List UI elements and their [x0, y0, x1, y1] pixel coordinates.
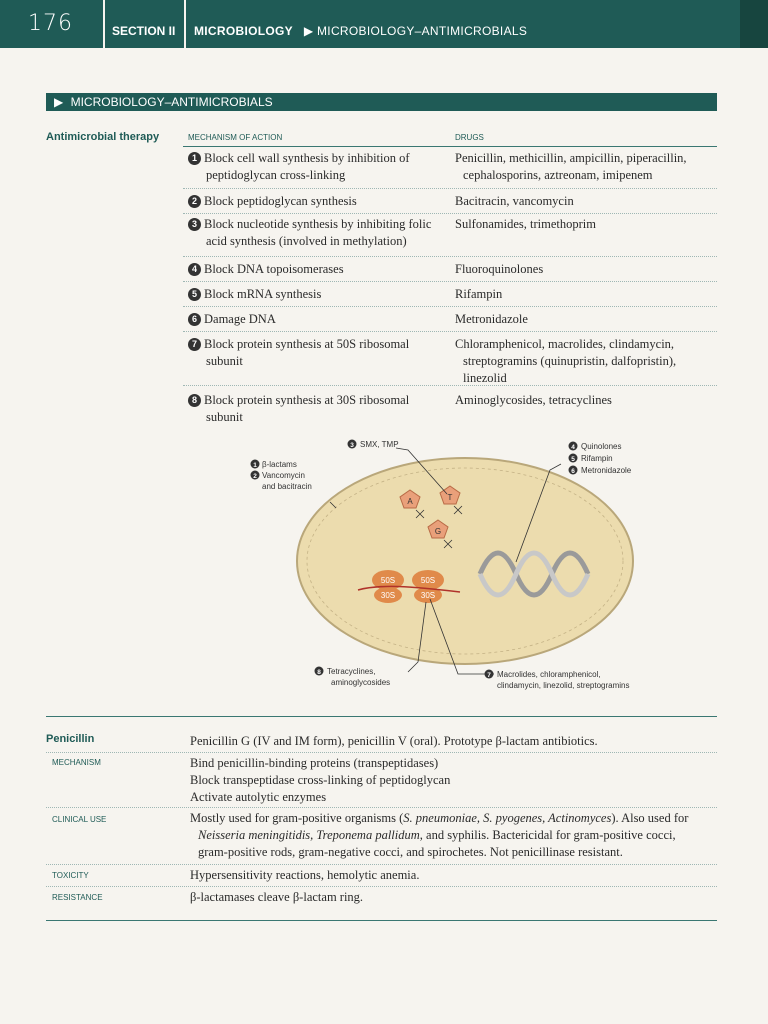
- mechanism-line: Block peptidoglycan synthesis: [204, 194, 357, 208]
- drug-line: cephalosporins, aztreonam, imipenem: [463, 168, 653, 182]
- mechanism-cell: [188, 336, 448, 370]
- row-divider: [183, 213, 717, 214]
- toxicity-text: Hypersensitivity reactions, hemolytic anemia.: [190, 868, 420, 882]
- mechanism-line: Block protein synthesis at 50S ribosomal: [204, 337, 410, 351]
- mechanism-cell: [188, 311, 448, 328]
- mechanism-line: Block protein synthesis at 30S ribosomal: [204, 393, 410, 407]
- drug-cell: [455, 392, 717, 409]
- section-label: SECTION II: [112, 24, 176, 38]
- label-quinolones: Quinolones: [581, 442, 622, 451]
- drug-line: Penicillin, methicillin, ampicillin, piperacillin,: [455, 151, 687, 165]
- mechanism-line: Block cell wall synthesis by inhibition of: [204, 151, 410, 165]
- penicillin-summary: Penicillin G (IV and IM form), penicillin V (oral). Prototype β-lactam antibiotics.: [190, 734, 598, 748]
- triangle-icon: ▶: [54, 95, 64, 109]
- col-drugs: DRUGS: [455, 133, 484, 142]
- step-number-icon: 1: [188, 152, 201, 165]
- clinical-use-text: Mostly used for gram-positive organisms (S. pneumoniae, S. pyogenes, Actinomyces). Also used for Neisseria meningitidis, Treponema pallidum, and syphilis. Bactericidal for gram-positive cocci, gram-positive rods, gram-negative cocci, and spirochetes. Not penicillinase resistant.: [190, 811, 689, 859]
- therapy-side-label: Antimicrobial therapy: [46, 131, 160, 143]
- drug-cell: [455, 336, 717, 387]
- resistance-label: RESISTANCE: [52, 893, 103, 902]
- label-tetracyclines: Tetracyclines,: [327, 667, 376, 676]
- marker-4-number: 4: [571, 444, 575, 451]
- drug-cell: [455, 286, 717, 303]
- row-divider: [183, 281, 717, 282]
- penicillin-top-rule: [46, 716, 717, 717]
- mechanism-cell: [188, 150, 448, 184]
- label-vancomycin: Vancomycin: [262, 471, 305, 480]
- step-number-icon: 3: [188, 218, 201, 231]
- drug-line: linezolid: [463, 371, 507, 385]
- breadcrumb-arrow-icon: ▶: [296, 24, 318, 38]
- breadcrumb: [194, 24, 527, 38]
- marker-5-number: 5: [571, 456, 575, 463]
- label-clindamycin: clindamycin, linezolid, streptogramins: [497, 681, 630, 690]
- svg-text:30S: 30S: [380, 591, 396, 600]
- drug-line: streptogramins (quinupristin, dalfopristin),: [463, 354, 677, 368]
- page-header: [0, 0, 768, 48]
- marker-1-number: 1: [253, 462, 257, 469]
- clinical-use-label: CLINICAL USE: [52, 815, 107, 824]
- mechanism-line: Block mRNA synthesis: [204, 287, 322, 301]
- mechanism-line-2: Block transpeptidase cross-linking of peptidoglycan: [190, 773, 451, 787]
- penicillin-bottom-rule: [46, 920, 717, 921]
- step-number-icon: 8: [188, 394, 201, 407]
- mechanism-line: Block nucleotide synthesis by inhibiting folic: [204, 217, 432, 231]
- drug-cell: [455, 261, 717, 278]
- svg-text:A: A: [407, 497, 413, 506]
- row-divider: [46, 864, 717, 865]
- label-macrolides: Macrolides, chloramphenicol,: [497, 670, 601, 679]
- page-number: 176: [28, 11, 73, 36]
- drug-cell: [455, 193, 717, 210]
- drug-cell: [455, 150, 717, 184]
- mechanism-cell: [188, 261, 448, 278]
- marker-3-number: 3: [350, 442, 354, 449]
- step-number-icon: 6: [188, 313, 201, 326]
- toxicity-label: TOXICITY: [52, 871, 89, 880]
- marker-2-number: 2: [253, 473, 257, 480]
- label-metronidazole: Metronidazole: [581, 466, 632, 475]
- mechanism-cell: [188, 286, 448, 303]
- marker-8-number: 8: [317, 669, 321, 676]
- drug-line: Aminoglycosides, tetracyclines: [455, 393, 612, 407]
- marker-7-number: 7: [487, 672, 491, 679]
- row-divider: [46, 886, 717, 887]
- drug-cell: [455, 216, 717, 233]
- step-number-icon: 2: [188, 195, 201, 208]
- row-divider: [46, 807, 717, 808]
- mechanism-cell: [188, 193, 448, 210]
- mechanism-line: peptidoglycan cross-linking: [206, 168, 346, 182]
- mechanism-line: acid synthesis (involved in methylation): [206, 234, 407, 248]
- mechanism-cell: [188, 392, 448, 426]
- mechanism-cell: [188, 216, 448, 250]
- svg-text:50S: 50S: [380, 576, 396, 585]
- mechanism-label: MECHANISM: [52, 758, 101, 767]
- mechanism-line: subunit: [206, 354, 243, 368]
- penicillin-title: Penicillin: [46, 733, 95, 745]
- page-tab-edge: [740, 0, 768, 48]
- ribosome-right: [412, 570, 444, 603]
- step-number-icon: 5: [188, 288, 201, 301]
- drug-cell: [455, 311, 717, 328]
- header-divider: [103, 0, 105, 48]
- svg-text:G: G: [434, 527, 442, 536]
- step-number-icon: 4: [188, 263, 201, 276]
- drug-line: Chloramphenicol, macrolides, clindamycin,: [455, 337, 675, 351]
- row-divider: [183, 256, 717, 257]
- row-divider: [183, 306, 717, 307]
- label-rifampin: Rifampin: [581, 454, 613, 463]
- row-divider: [183, 331, 717, 332]
- breadcrumb-topic: MICROBIOLOGY–ANTIMICROBIALS: [317, 24, 528, 38]
- row-divider: [183, 188, 717, 189]
- breadcrumb-subject: MICROBIOLOGY: [194, 24, 293, 38]
- label-bacitracin: and bacitracin: [262, 482, 312, 491]
- drug-line: Bacitracin, vancomycin: [455, 194, 574, 208]
- resistance-text: β-lactamases cleave β-lactam ring.: [190, 890, 364, 904]
- svg-text:30S: 30S: [420, 591, 436, 600]
- drug-line: Sulfonamides, trimethoprim: [455, 217, 596, 231]
- marker-6-number: 6: [571, 468, 575, 475]
- label-smx-tmp: SMX, TMP: [360, 440, 399, 449]
- step-number-icon: 7: [188, 338, 201, 351]
- row-divider: [46, 752, 717, 753]
- section-bar: [46, 93, 717, 111]
- svg-text:50S: 50S: [420, 576, 436, 585]
- col-mechanism: MECHANISM OF ACTION: [188, 133, 283, 142]
- section-bar-title: MICROBIOLOGY–ANTIMICROBIALS: [70, 95, 273, 109]
- mechanism-line: subunit: [206, 410, 243, 424]
- bacterial-cell-diagram: [230, 434, 690, 704]
- table-header-rule: [183, 146, 717, 147]
- label-beta-lactams: β-lactams: [262, 460, 297, 469]
- drug-line: Rifampin: [455, 287, 503, 301]
- mechanism-line-1: Bind penicillin-binding proteins (transpeptidases): [190, 756, 439, 770]
- header-divider: [184, 0, 186, 48]
- drug-line: Fluoroquinolones: [455, 262, 544, 276]
- svg-text:T: T: [447, 493, 453, 502]
- drug-line: Metronidazole: [455, 312, 528, 326]
- label-aminoglycosides: aminoglycosides: [331, 678, 391, 687]
- mechanism-line: Damage DNA: [204, 312, 276, 326]
- row-divider: [183, 385, 717, 386]
- mechanism-line-3: Activate autolytic enzymes: [190, 790, 327, 804]
- mechanism-text: [190, 755, 450, 806]
- mechanism-line: Block DNA topoisomerases: [204, 262, 344, 276]
